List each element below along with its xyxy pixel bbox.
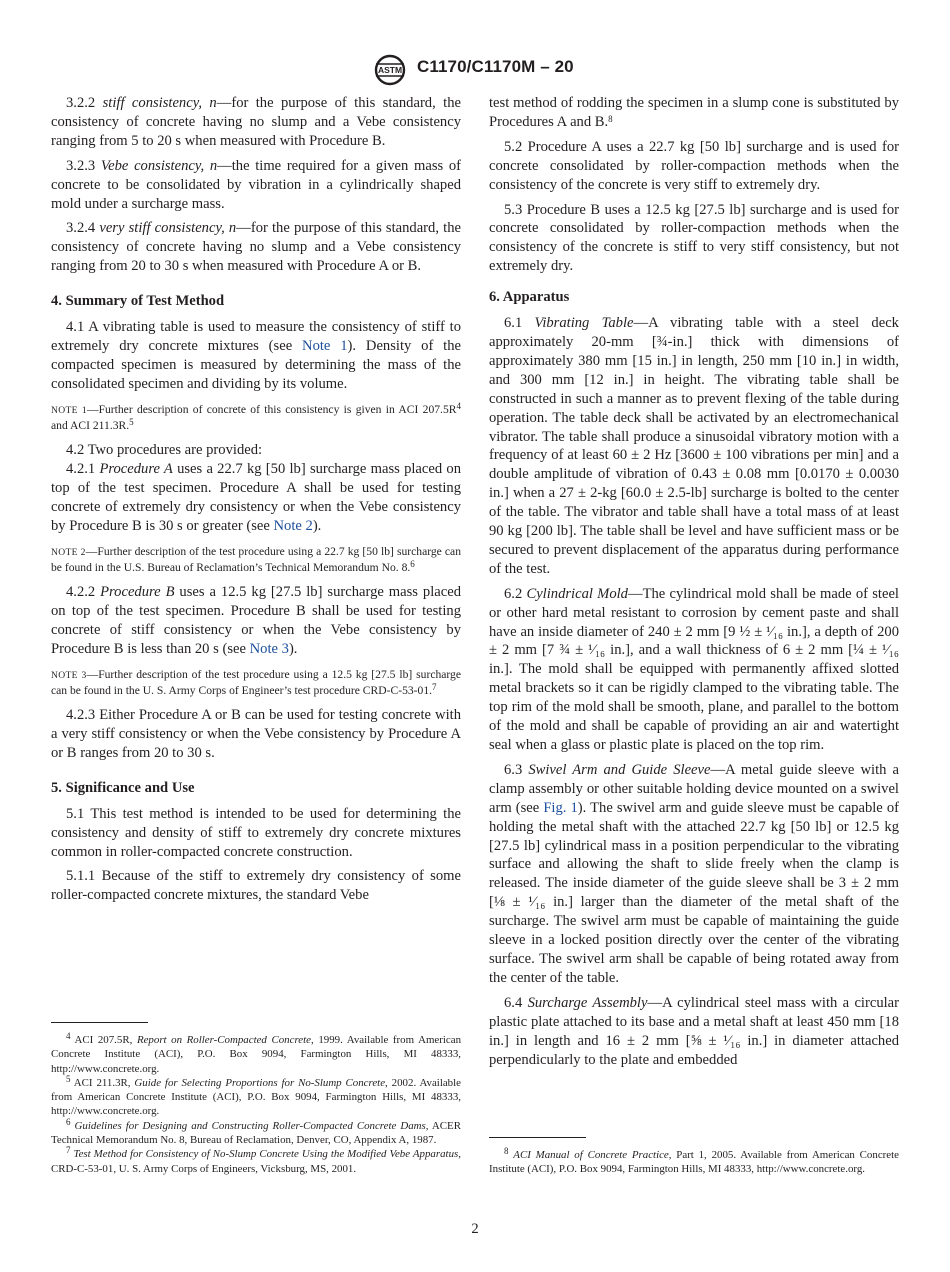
footnote-8: $^8$ ACI Manual of Concrete Practice, Part 1, 2005. Available from American Concrete Institute (ACI), P.O. Box 9094, Farmington Hills, MI 48333, http://www.concrete.org.	[489, 1146, 899, 1176]
section-5-2: 5.2 Procedure A uses a 22.7 kg [50 lb] surcharge and is used for concrete consolidated by roller-compaction methods when the consistency of the concrete is very stiff to extremely dry.	[489, 138, 899, 193]
heading-significance: 5. Significance and Use	[51, 779, 195, 796]
heading-apparatus: 6. Apparatus	[489, 289, 570, 306]
note-3-link[interactable]: Note 3	[249, 640, 289, 657]
note-3: NOTE 3—Further description of the test procedure using a 12.5 kg [27.5 lb] surcharge can be found in the U. S. Army Corps of Engineer’s test procedure CRD-C-53-01.$^7$	[51, 667, 462, 697]
page-header	[0, 54, 950, 88]
page-number: 2	[471, 1221, 479, 1237]
note-1: NOTE 1—Further description of concrete of this consistency is given in ACI $207.5R^4$ and ACI 211.3R.$^5$	[51, 400, 461, 432]
note-1-link[interactable]: Note 1	[302, 337, 348, 354]
svg-text:ASTM: ASTM	[377, 65, 403, 75]
section-6-1: 6.1 Vibrating Table—A vibrating table with a steel deck approximately 20-mm [¾-in.] thick with dimensions of approximately 380 mm [15 in.] in length, 250 mm [10 in.] in width, and 300 mm [12 in.] in height. The vibrating table shall be constructed in such a manner as to prevent flexing of the table during operation. The table deck shall be activated by an electromechanical vibrator. The table shall produce a sinusoidal vibratory motion with a frequency of at least 60 ± 2 Hz [3600 ± 100 vibrations per min] and a double amplitude of vibration of 0.43 ± 0.08 mm [0.0170 ± 0.0030 in.] when a 27 ± 2-kg [60.0 ± 2.5-lb] surcharge is bolted to the center of the table. The vibrator and table shall have a total mass of at least 90 kg [200 lb]. The table shall be level and have sufficient mass or be secured to prevent displacement of the apparatus during performance of the test.	[489, 315, 899, 577]
section-3-2-3: 3.2.3 Vebe consistency, n—the time required for a given mass of concrete to be consolidated by vibration in a cylindrically shaped mold under a surcharge mass.	[51, 157, 461, 212]
astm-logo-icon	[372, 54, 408, 86]
section-6-4: 6.4 Surcharge Assembly—A cylindrical steel mass with a circular plastic plate attached to its base and a metal shaft at least 450 mm [18 in.] in length and 16 ± 2 mm [⅝ ± ¹⁄₁₆ in.] in diameter attached perpendicularly to the plate and embedded	[489, 994, 900, 1068]
fig-1-link[interactable]: Fig. 1	[543, 799, 578, 816]
section-6-3: 6.3 Swivel Arm and Guide Sleeve—A metal guide sleeve with a clamp assembly or other suitable holding device mounted on a swivel arm (see Fig. 1). The swivel arm and guide sleeve must be capable of holding the metal shaft with the attached 22.7 kg [50 lb] or 12.5 kg [27.5 lb] cylindrical mass in a position perpendicular to the vibrating surface and allowing the shaft to slide freely when the clamp is released. The inside diameter of the guide sleeve shall be 3 ± 2 mm [⅛ ± ¹⁄₁₆ in.] larger than the diameter of the metal shaft of the surcharge. The swivel arm must be capable of maintaining the guide sleeve in a locked position directly over the center of the vibrating surface. The swivel arm shall be capable of being rotated away from the center of the table.	[489, 761, 900, 986]
footnote-7: $^7$ Test Method for Consistency of No-Slump Concrete Using the Modified Vebe Apparatus, CRD-C-53-01, U. S. Army Corps of Engineers, Vicksburg, MS, 2001.	[51, 1145, 461, 1175]
footnote-4: $^4$ ACI 207.5R, Report on Roller-Compacted Concrete, 1999. Available from American Concrete Institute (ACI), P.O. Box 9094, Farmington Hills, MI 48333, http://www.concrete.org.	[51, 1031, 462, 1075]
section-4-2-3: 4.2.3 Either Procedure A or B can be used for testing concrete with a very stiff consistency or when the Vebe consistency by Procedure A or B ranges from 20 to 30 s.	[51, 707, 461, 761]
section-4-2-2: 4.2.2 Procedure B uses a 12.5 kg [27.5 lb] surcharge mass placed on top of the test specimen. Procedure B shall be used for testing concrete of stiff consistency or when the Vebe consistency by Procedure B is less than 20 s (see Note 3).	[51, 584, 461, 657]
note-2-link[interactable]: Note 2	[273, 517, 313, 534]
section-4-1: 4.1 A vibrating table is used to measure the consistency of stiff to extremely dry concrete mixtures (see Note 1). Density of the compacted specimen is measured by determining the mass of the consolidated specimen and dividing by its volume.	[51, 319, 461, 392]
footnote-rule-right	[489, 1137, 586, 1138]
section-3-2-4: 3.2.4 very stiff consistency, n—for the purpose of this standard, the consistency of concrete having no slump and a Vebe consistency ranging from 20 to 30 s when measured with Procedure A or B.	[51, 220, 461, 275]
section-3-2-2: 3.2.2 stiff consistency, n—for the purpose of this standard, the consistency of concrete having no slump and a Vebe consistency ranging from 5 to 20 s when measured with Procedure B.	[51, 95, 461, 149]
section-5-3: 5.3 Procedure B uses a 12.5 kg [27.5 lb] surcharge and is used for concrete consolidated by roller-compaction methods when the consistency of the concrete is stiff to very stiff consistency, but not extremely dry.	[489, 201, 899, 275]
section-5-1: 5.1 This test method is intended to be used for determining the consistency and density of stiff to extremely dry concrete mixtures common in roller-compacted concrete construction.	[51, 805, 461, 860]
footnotes-right	[489, 1148, 899, 1177]
section-4-2: 4.2 Two procedures are provided:	[66, 442, 263, 459]
note-2: NOTE 2—Further description of the test procedure using a 22.7 kg [50 lb] surcharge can be found in the U.S. Bureau of Reclamation’s Technical Memorandum No. 8.$^6$	[51, 544, 461, 574]
footnotes-left	[51, 1033, 461, 1176]
section-4-2-1: 4.2.1 Procedure A uses a 22.7 kg [50 lb] surcharge mass placed on top of the test specimen. Procedure A shall be used for testing concrete of extremely dry consistency or when the Vebe consistency by Procedure B is 30 s or greater (see Note 2).	[51, 461, 461, 534]
footnote-6: $^6$ Guidelines for Designing and Constructing Roller-Compacted Concrete Dams, ACER Technical Memorandum No. 8, Bureau of Reclamation, Denver, CO, Appendix A, 1987.	[51, 1116, 461, 1147]
section-5-1-1-continued: test method of rodding the specimen in a slump cone is substituted by Procedures A and B.$^8$	[489, 95, 899, 130]
standard-designation: C1170/C1170M – 20	[417, 57, 574, 76]
section-5-1-1: 5.1.1 Because of the stiff to extremely dry consistency of some roller-compacted concrete mixtures, the standard Vebe	[51, 868, 461, 904]
section-6-2: 6.2 Cylindrical Mold—The cylindrical mold shall be made of steel or other hard metal resistant to corrosion by cement paste and shall have an inside diameter of 240 ± 2 mm [9 ½ ± ¹⁄₁₆ in.], a depth of 200 ± 2 mm [7 ¾ ± ¹⁄₁₆ in.], and a wall thickness of 6 ± 2 mm [¼ ± ¹⁄₁₆ in.]. The mold shall be equipped with permanently affixed slotted metal brackets so it can be rigidly clamped to the vibrating table. The top rim of the mold shall be smooth, plane, and parallel to the bottom of the mold and shall be capable of providing an air and watertight seal when a glass or plastic plate is placed on the top rim.	[489, 585, 899, 753]
heading-summary: 4. Summary of Test Method	[51, 293, 225, 310]
left-column	[51, 94, 461, 911]
footnote-rule-left	[51, 1022, 148, 1023]
right-column	[489, 94, 899, 1075]
footnote-5: $^5$ ACI 211.3R, Guide for Selecting Proportions for No-Slump Concrete, 2002. Available from American Concrete Institute (ACI), P.O. Box 9094, Farmington Hills, MI 48333, http://www.concrete.org.	[51, 1073, 461, 1118]
